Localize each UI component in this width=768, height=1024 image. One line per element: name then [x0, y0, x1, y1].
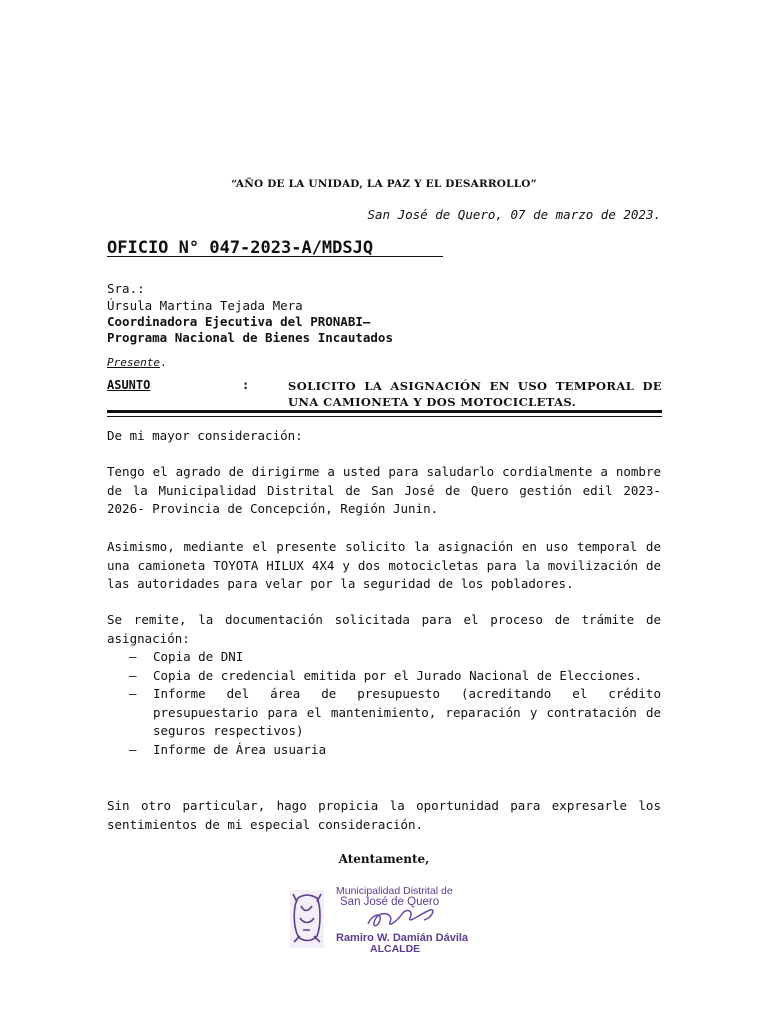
stamp-mayor-name: Ramiro W. Damián Dávila — [336, 932, 469, 944]
asunto-colon: : — [242, 378, 250, 392]
bullet-dash: – — [129, 667, 137, 683]
signoff: Atentamente, — [338, 852, 430, 866]
asunto-text: SOLICITO LA ASIGNACIÓN EN USO TEMPORAL DE UNA CAMIONETA Y DOS MOTOCICLETAS. — [288, 379, 662, 409]
list-item — [107, 667, 661, 686]
closing-text: Sin otro particular, hago propicia la oportunidad para expresarle los sentimientos de mi especial consideración. — [107, 798, 661, 832]
divider-thin — [107, 416, 662, 417]
stamp-role: ALCALDE — [370, 943, 421, 955]
document-list — [107, 648, 661, 759]
paragraph-3-text: Se remite, la documentación solicitada para el proceso de trámite de asignación: — [107, 612, 661, 646]
signature-scribble — [368, 910, 433, 926]
stamp-district-line: San José de Quero — [340, 896, 440, 908]
mayor-stamp — [290, 884, 470, 956]
list-item-text: Copia de credencial emitida por el Jurado Nacional de Elecciones. — [153, 667, 643, 683]
stamp-municipality-line: Municipalidad Distrital de — [336, 885, 453, 897]
greeting-text: De mi mayor consideración: — [107, 428, 303, 443]
greeting — [107, 427, 661, 446]
divider-thick — [107, 410, 662, 413]
addressee-salutation: Sra.: — [107, 281, 145, 296]
oficio-underline — [107, 256, 443, 257]
list-item — [107, 741, 661, 760]
presente-word: Presente — [107, 356, 160, 369]
bullet-dash: – — [129, 649, 137, 664]
asunto-label: ASUNTO — [107, 378, 151, 392]
list-item-text: Informe del área de presupuesto (acreditando el crédito presupuestario para el mantenimiento, reparación y contratación de seguros respectivos) — [153, 686, 661, 738]
list-item-text: Informe de Área usuaria — [153, 741, 327, 757]
paragraph-3 — [107, 611, 661, 648]
closing-paragraph — [107, 797, 661, 834]
paragraph-1-text: Tengo el agrado de dirigirme a usted para saludarlo cordialmente a nombre de la Municipalidad Distrital de San José de Quero gestión edil 2023-2026- Provincia de Concepción, Región Junin. — [107, 464, 661, 516]
list-item — [107, 685, 661, 741]
addressee-name: Úrsula Martina Tejada Mera — [107, 298, 303, 313]
addressee-program: Programa Nacional de Bienes Incautados — [107, 330, 393, 345]
addressee-title: Coordinadora Ejecutiva del PRONABI– — [107, 314, 371, 329]
paragraph-1 — [107, 463, 661, 519]
year-motto: “AÑO DE LA UNIDAD, LA PAZ Y EL DESARROLLO” — [231, 178, 537, 190]
presente — [107, 356, 167, 369]
oficio-number: OFICIO N° 047-2023-A/MDSJQ — [107, 238, 374, 258]
bullet-dash: – — [129, 686, 137, 701]
list-item-text: Copia de DNI — [153, 649, 244, 664]
bullet-dash: – — [129, 741, 137, 757]
paragraph-2-text: Asimismo, mediante el presente solicito la asignación en uso temporal de una camioneta TOYOTA HILUX 4X4 y dos motocicletas para la movilización de las autoridades para velar por la seguridad de los pobladores. — [107, 539, 661, 591]
paragraph-2 — [107, 538, 661, 594]
list-item — [107, 648, 661, 667]
presente-punct: . — [159, 356, 167, 369]
date-line: San José de Quero, 07 de marzo de 2023. — [367, 207, 661, 222]
